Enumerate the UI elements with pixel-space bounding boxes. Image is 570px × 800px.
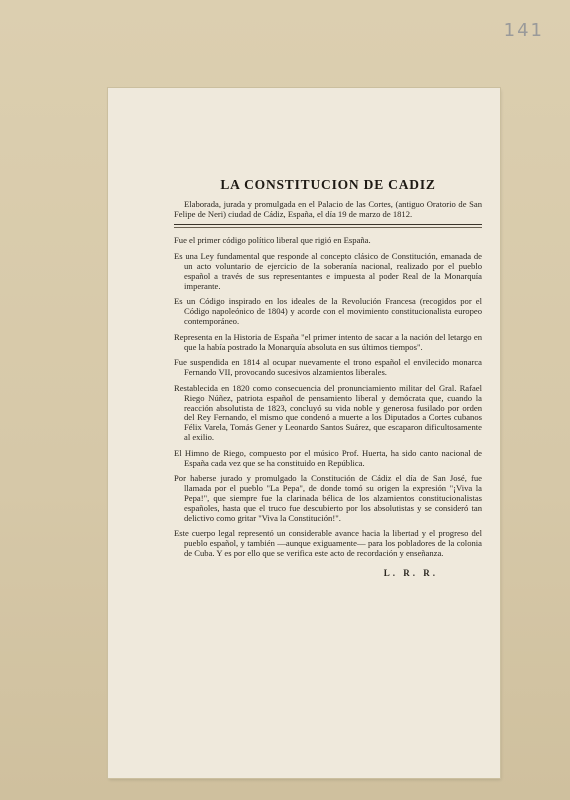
document-content xyxy=(174,177,482,579)
pasted-document-sheet xyxy=(108,88,500,778)
paragraph: Fue el primer código político liberal que rigió en España. xyxy=(174,235,371,246)
document-intro: Elaborada, jurada y promulgada en el Palacio de las Cortes, (antiguo Oratorio de San Felipe de Neri) ciudad de Cádiz, España, el día 19 de marzo de 1812. xyxy=(174,198,482,219)
page-number: 141 xyxy=(503,20,544,41)
document-title: LA CONSTITUCION DE CADIZ xyxy=(220,177,436,192)
paragraph: El Himno de Riego, compuesto por el músico Prof. Huerta, ha sido canto nacional de España cada vez que se ha constituido en República. xyxy=(174,447,482,468)
paragraph: Por haberse jurado y promulgado la Constitución de Cádiz el día de San José, fue llamada por el pueblo "La Pepa", de donde tomó su origen la expresión "¡Viva la Pepa!", que siempre fue la clarinada bélica de los alzamientos constitucionalistas españoles, hasta que el truco fue descubierto por los absolutistas y se consideró tan delictivo como gritar "Viva la Constitución!". xyxy=(174,473,482,523)
paragraph: Es un Código inspirado en los ideales de la Revolución Francesa (recogidos por el Código napoleónico de 1804) y acorde con el movimiento constitucionalista europeo contemporáneo. xyxy=(174,296,482,326)
double-rule-divider xyxy=(174,223,482,230)
paragraph: Representa en la Historia de España "el primer intento de sacar a la nación del letargo en que la había postrado la Monarquía absoluta en sus últimos tiempos". xyxy=(174,331,482,352)
paragraph: Restablecida en 1820 como consecuencia del pronunciamiento militar del Gral. Rafael Riego Núñez, patriota español de pensamiento liberal y demócrata que, cuando la reacción absolutista de 1823, concluyó su vida noble y generosa fusilado por orden del Rey Fernando, el mismo que condenó a muerte a los Diputados a Cortes cubanos Félix Varela, Tomás Gener y Leonardo Santos Suárez, que escaparon dificultosamente al exilio. xyxy=(174,382,482,442)
paragraph: Fue suspendida en 1814 al ocupar nuevamente el trono español el envilecido monarca Fernando VII, provocando sucesivos alzamientos liberales. xyxy=(174,357,482,378)
paragraph: Es una Ley fundamental que responde al concepto clásico de Constitución, emanada de un acto voluntario de ejercicio de la soberanía nacional, realizado por el pueblo español a través de sus representantes e impuesta al poder Real de la Monarquía imperante. xyxy=(174,251,482,291)
paragraph: Este cuerpo legal representó un considerable avance hacia la libertad y el progreso del pueblo español, y también —aunque exiguamente— para los pobladores de la colonia de Cuba. Y es por ello que se verifica este acto de recordación y enseñanza. xyxy=(174,528,482,558)
signature-initials: L. R. R. xyxy=(383,567,438,578)
